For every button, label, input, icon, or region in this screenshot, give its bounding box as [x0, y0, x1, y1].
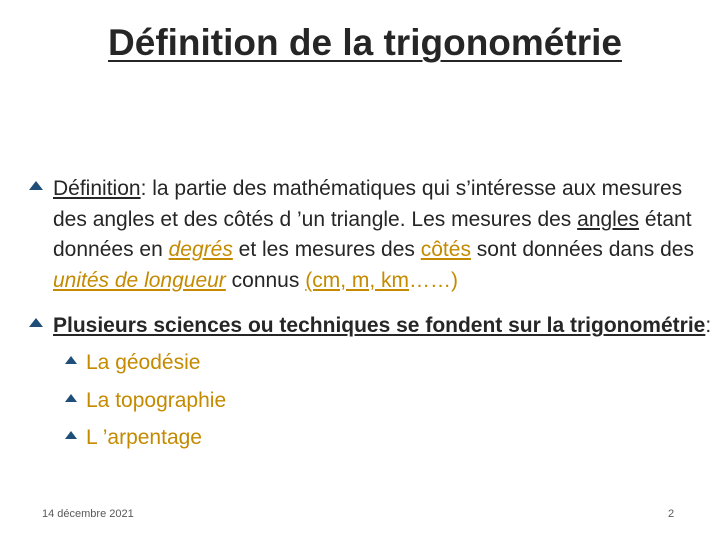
triangle-bullet-icon — [65, 394, 77, 402]
sub-item-topographie: La topographie — [86, 389, 227, 412]
triangle-bullet-icon — [65, 356, 77, 364]
sciences-colon: : — [705, 314, 712, 337]
sub-item-geodesie: La géodésie — [86, 351, 201, 374]
definition-text-e: connus — [225, 268, 306, 292]
definition-paragraph — [53, 174, 703, 296]
definition-text-b: étant données en — [53, 207, 692, 261]
slide-title: Définition de la trigonométrie — [108, 22, 622, 63]
definition-text-d: sont données dans des — [470, 238, 694, 261]
triangle-bullet-icon — [65, 431, 77, 439]
definition-label: Définition — [53, 177, 141, 200]
angles-link: angles — [577, 207, 640, 231]
definition-text-c: et les mesures des — [232, 238, 421, 261]
units-ellipsis: ……) — [409, 268, 459, 292]
sub-item-arpentage: L ’arpentage — [86, 426, 202, 449]
unites-term: unités de longueur — [53, 268, 226, 292]
slide-number: 2 — [668, 508, 675, 520]
triangle-bullet-icon — [29, 181, 43, 190]
cotes-term: côtés — [420, 238, 471, 261]
footer-date: 14 décembre 2021 — [42, 508, 134, 520]
definition-text-a: la partie des mathématiques qui s’intéresse aux mesures des angles et des côtés d ’un triangle. Les mesures des — [53, 177, 683, 231]
sciences-text: Plusieurs sciences ou techniques se fondent sur la trigonométrie — [53, 314, 706, 337]
definition-colon: : — [140, 177, 147, 200]
triangle-bullet-icon — [29, 318, 43, 327]
sciences-paragraph — [53, 311, 720, 342]
degres-term: degrés — [168, 238, 233, 261]
units-list: (cm, m, km — [305, 268, 410, 292]
